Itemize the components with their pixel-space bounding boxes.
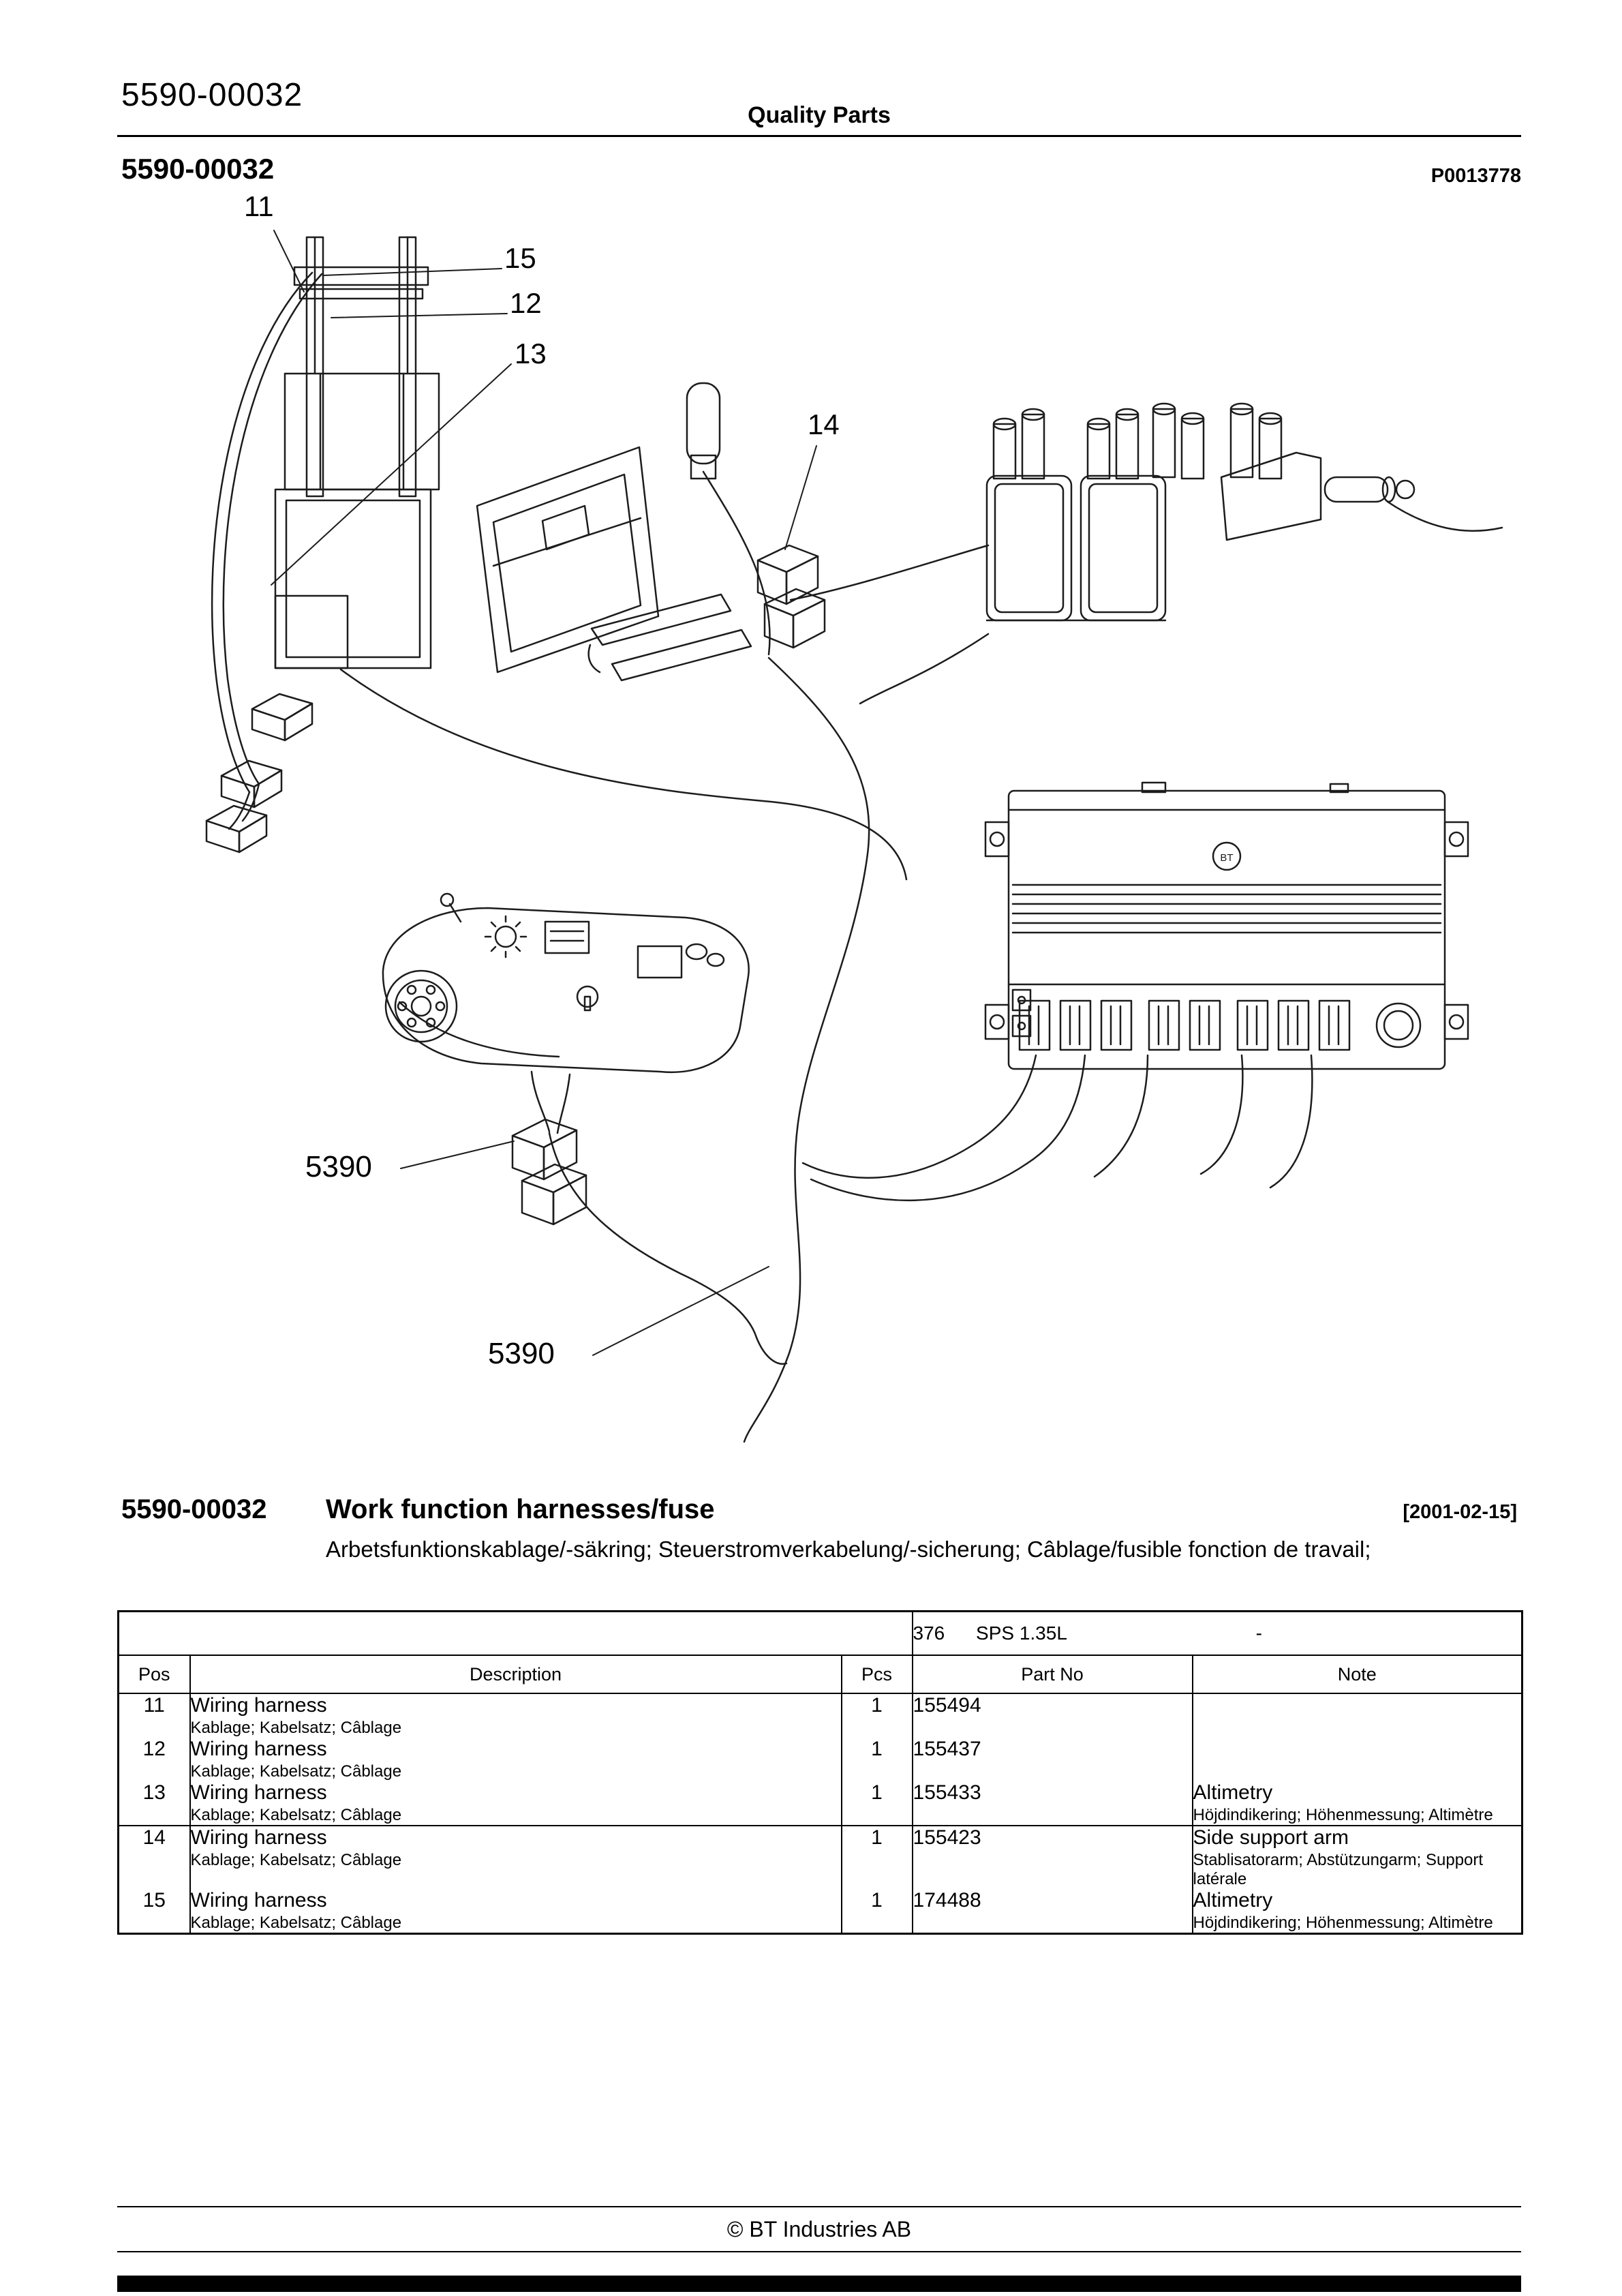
pcs-cell: 1 [842,1693,913,1738]
note-main: Side support arm [1193,1826,1349,1849]
document-number-subheader: 5590-00032 [121,153,275,185]
document-number-header: 5590-00032 [121,77,303,113]
control-panel [383,894,749,1133]
serial-range: - [1255,1622,1262,1644]
serial-cell [913,1612,1522,1656]
description-cell [190,1889,842,1934]
description-sub: Kablage; Kabelsatz; Câblage [190,1851,402,1869]
serial-blank-cell [119,1612,913,1656]
table-row [119,1738,1522,1781]
section-title: Work function harnesses/fuse [326,1494,715,1524]
table-row [119,1826,1522,1889]
hose-cylinder [687,383,720,479]
description-main: Wiring harness [190,1889,327,1912]
note-cell [1193,1738,1522,1781]
table-header-row [119,1655,1522,1693]
ecu-controller [985,783,1468,1069]
note-main: Altimetry [1193,1781,1273,1804]
serial-row [119,1612,1522,1656]
pcs-cell: 1 [842,1738,913,1781]
section-date: [2001-02-15] [1403,1501,1517,1523]
pcs-cell: 1 [842,1889,913,1934]
ecu-connector-row [1013,990,1420,1050]
footer-black-bar [117,2276,1521,2292]
serial-fleet-no: 376 [913,1622,945,1644]
col-header-description: Description [190,1655,842,1693]
pcs-cell: 1 [842,1826,913,1889]
ecu-logo-text: BT [1220,852,1234,864]
section-title-row [121,1494,1517,1525]
pcs-cell: 1 [842,1781,913,1826]
note-cell [1193,1693,1522,1738]
part-no-cell: 174488 [913,1889,1193,1934]
callout-12: 12 [510,287,542,319]
note-cell [1193,1826,1522,1889]
description-main: Wiring harness [190,1826,327,1849]
callout-14: 14 [808,408,840,440]
callout-5390-upper: 5390 [305,1150,372,1183]
pos-cell: 13 [119,1781,190,1826]
col-header-note: Note [1193,1655,1522,1693]
description-sub: Kablage; Kabelsatz; Câblage [190,1914,402,1932]
note-main: Altimetry [1193,1889,1273,1912]
part-no-cell: 155423 [913,1826,1193,1889]
callout-leaders [271,230,816,1355]
description-cell [190,1693,842,1738]
pos-cell: 14 [119,1826,190,1889]
table-row [119,1781,1522,1826]
description-sub: Kablage; Kabelsatz; Câblage [190,1762,402,1781]
description-main: Wiring harness [190,1694,327,1717]
note-sub: Höjdindikering; Höhenmessung; Altimètre [1193,1806,1493,1824]
parts-table [117,1610,1523,1935]
left-harness-strands [212,273,322,829]
description-sub: Kablage; Kabelsatz; Câblage [190,1719,402,1737]
serial-model: SPS 1.35L [976,1622,1067,1644]
part-no-cell: 155437 [913,1738,1193,1781]
footer-copyright: © BT Industries AB [726,2217,912,2241]
table-row [119,1693,1522,1738]
section-doc-number: 5590-00032 [121,1494,267,1524]
footer-rule-top [117,2206,1521,2207]
callout-11: 11 [244,190,274,222]
description-main: Wiring harness [190,1738,327,1760]
description-cell [190,1781,842,1826]
pos-cell: 11 [119,1693,190,1738]
part-no-cell: 155494 [913,1693,1193,1738]
callout-5390-lower: 5390 [488,1337,555,1370]
description-sub: Kablage; Kabelsatz; Câblage [190,1806,402,1824]
fuse-assembly [987,404,1414,620]
section-subtitle: Arbetsfunktionskablage/-säkring; Steuerstromverkabelung/-sicherung; Câblage/fusible fonction de travail; [326,1537,1371,1562]
col-header-pos: Pos [119,1655,190,1693]
note-sub: Höjdindikering; Höhenmessung; Altimètre [1193,1914,1493,1932]
callout-13: 13 [515,337,547,369]
description-main: Wiring harness [190,1781,327,1804]
description-cell [190,1738,842,1781]
connector-block-14 [758,545,825,648]
note-cell [1193,1781,1522,1826]
pos-cell: 12 [119,1738,190,1781]
note-cell [1193,1889,1522,1934]
note-sub: Stablisatorarm; Abstützungarm; Support latérale [1193,1851,1484,1888]
part-no-cell: 155433 [913,1781,1193,1826]
harness-wires [341,472,1502,1442]
plate-reference-code: P0013778 [1430,165,1521,187]
footer-rule-bottom [117,2251,1521,2252]
description-cell [190,1826,842,1889]
quality-parts-title: Quality Parts [748,102,891,128]
col-header-part-no: Part No [913,1655,1193,1693]
pos-cell: 15 [119,1889,190,1934]
col-header-pcs: Pcs [842,1655,913,1693]
callout-15: 15 [504,242,536,274]
table-row [119,1889,1522,1934]
